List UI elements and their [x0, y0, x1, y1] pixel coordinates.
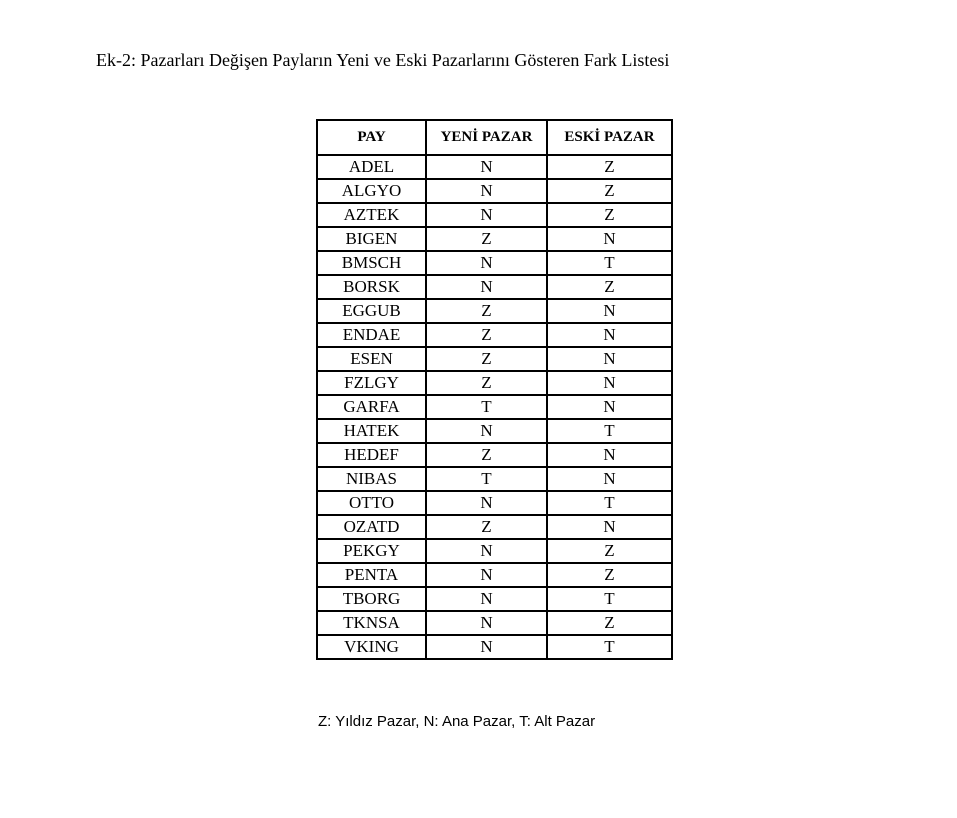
cell-pay: PEKGY	[317, 539, 426, 563]
table-row	[317, 563, 672, 587]
cell-new-market: N	[426, 563, 547, 587]
cell-pay: ESEN	[317, 347, 426, 371]
cell-old-market: Z	[547, 563, 672, 587]
cell-new-market: Z	[426, 347, 547, 371]
cell-new-market: N	[426, 179, 547, 203]
header-new-market: YENİ PAZAR	[426, 120, 547, 155]
cell-old-market: N	[547, 395, 672, 419]
cell-pay: VKING	[317, 635, 426, 659]
market-change-table	[316, 119, 673, 660]
table-row	[317, 419, 672, 443]
header-pay: PAY	[317, 120, 426, 155]
cell-new-market: N	[426, 275, 547, 299]
cell-old-market: T	[547, 251, 672, 275]
table-row	[317, 275, 672, 299]
cell-old-market: Z	[547, 155, 672, 179]
cell-old-market: Z	[547, 539, 672, 563]
cell-old-market: T	[547, 587, 672, 611]
cell-new-market: T	[426, 467, 547, 491]
cell-old-market: T	[547, 491, 672, 515]
table-row	[317, 467, 672, 491]
table-header-row	[317, 120, 672, 155]
cell-old-market: N	[547, 227, 672, 251]
table-row	[317, 251, 672, 275]
cell-pay: HATEK	[317, 419, 426, 443]
cell-new-market: Z	[426, 323, 547, 347]
cell-old-market: T	[547, 635, 672, 659]
table-row	[317, 539, 672, 563]
table-row	[317, 203, 672, 227]
document-title: Ek-2: Pazarları Değişen Payların Yeni ve Eski Pazarlarını Gösteren Fark Listesi	[96, 50, 670, 70]
cell-pay: TBORG	[317, 587, 426, 611]
cell-old-market: N	[547, 467, 672, 491]
cell-pay: BMSCH	[317, 251, 426, 275]
cell-pay: ENDAE	[317, 323, 426, 347]
cell-old-market: N	[547, 323, 672, 347]
cell-new-market: T	[426, 395, 547, 419]
cell-pay: NIBAS	[317, 467, 426, 491]
cell-old-market: Z	[547, 611, 672, 635]
cell-new-market: N	[426, 587, 547, 611]
cell-new-market: N	[426, 491, 547, 515]
cell-old-market: Z	[547, 179, 672, 203]
table-row	[317, 395, 672, 419]
table-row	[317, 179, 672, 203]
table-row	[317, 347, 672, 371]
cell-old-market: N	[547, 443, 672, 467]
cell-new-market: Z	[426, 227, 547, 251]
cell-new-market: N	[426, 419, 547, 443]
cell-pay: GARFA	[317, 395, 426, 419]
cell-new-market: Z	[426, 515, 547, 539]
cell-pay: AZTEK	[317, 203, 426, 227]
cell-pay: TKNSA	[317, 611, 426, 635]
table-row	[317, 323, 672, 347]
table-row	[317, 515, 672, 539]
table-row	[317, 227, 672, 251]
cell-pay: OTTO	[317, 491, 426, 515]
cell-old-market: N	[547, 299, 672, 323]
table-row	[317, 587, 672, 611]
cell-new-market: Z	[426, 443, 547, 467]
cell-pay: ADEL	[317, 155, 426, 179]
cell-pay: OZATD	[317, 515, 426, 539]
table-row	[317, 371, 672, 395]
table-row	[317, 491, 672, 515]
cell-new-market: N	[426, 251, 547, 275]
table-row	[317, 611, 672, 635]
cell-new-market: N	[426, 539, 547, 563]
table-row	[317, 635, 672, 659]
cell-old-market: Z	[547, 203, 672, 227]
cell-old-market: N	[547, 371, 672, 395]
cell-new-market: Z	[426, 371, 547, 395]
cell-pay: ALGYO	[317, 179, 426, 203]
cell-pay: HEDEF	[317, 443, 426, 467]
cell-new-market: Z	[426, 299, 547, 323]
cell-new-market: N	[426, 611, 547, 635]
header-old-market: ESKİ PAZAR	[547, 120, 672, 155]
cell-new-market: N	[426, 155, 547, 179]
table-row	[317, 443, 672, 467]
cell-old-market: T	[547, 419, 672, 443]
table-body	[317, 155, 672, 659]
cell-new-market: N	[426, 635, 547, 659]
cell-pay: BORSK	[317, 275, 426, 299]
table-row	[317, 155, 672, 179]
cell-new-market: N	[426, 203, 547, 227]
cell-old-market: Z	[547, 275, 672, 299]
cell-pay: BIGEN	[317, 227, 426, 251]
cell-old-market: N	[547, 347, 672, 371]
table-row	[317, 299, 672, 323]
cell-pay: FZLGY	[317, 371, 426, 395]
cell-old-market: N	[547, 515, 672, 539]
legend-note: Z: Yıldız Pazar, N: Ana Pazar, T: Alt Pazar	[318, 713, 596, 730]
cell-pay: PENTA	[317, 563, 426, 587]
cell-pay: EGGUB	[317, 299, 426, 323]
